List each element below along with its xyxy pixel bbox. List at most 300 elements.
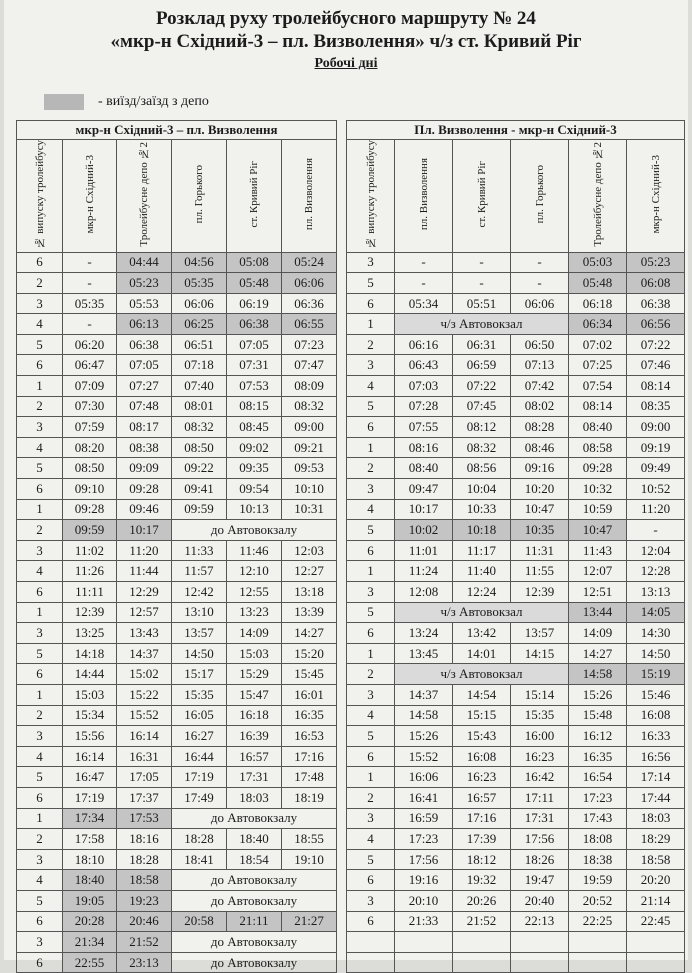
time-cell: 15:52: [395, 746, 453, 767]
time-cell: 16:00: [511, 726, 569, 747]
release-number-cell: 5: [347, 396, 395, 417]
time-cell: 14:50: [172, 643, 227, 664]
time-cell: [569, 932, 627, 953]
table-row: [347, 623, 685, 644]
time-cell: 10:52: [627, 479, 685, 500]
time-cell: 09:35: [227, 458, 282, 479]
release-number-cell: 4: [347, 829, 395, 850]
time-cell: 15:47: [227, 684, 282, 705]
time-cell: 08:16: [395, 437, 453, 458]
time-cell: 10:47: [511, 499, 569, 520]
table-row: [347, 705, 685, 726]
time-cell: 21:14: [627, 890, 685, 911]
time-cell: 09:16: [511, 458, 569, 479]
time-cell: 20:26: [453, 890, 511, 911]
time-cell: 17:34: [63, 808, 117, 829]
time-cell: 15:17: [172, 664, 227, 685]
time-cell: [511, 952, 569, 973]
release-number-cell: 5: [17, 458, 63, 479]
release-number-cell: 3: [347, 582, 395, 603]
time-cell: 07:22: [627, 334, 685, 355]
time-cell: 10:02: [395, 520, 453, 541]
time-cell: 06:51: [172, 334, 227, 355]
release-number-cell: 6: [17, 787, 63, 808]
time-cell: 16:23: [453, 767, 511, 788]
time-cell: 05:23: [627, 252, 685, 273]
table-row: [17, 540, 337, 561]
time-cell: 16:56: [627, 746, 685, 767]
release-number-cell: 4: [17, 746, 63, 767]
time-cell: 18:40: [63, 870, 117, 891]
time-cell: 08:50: [63, 458, 117, 479]
route-subtitle: «мкр-н Східний-3 – пл. Визволення» ч/з ст. Кривий Ріг: [110, 31, 582, 52]
release-number-cell: 3: [17, 726, 63, 747]
time-cell: 17:37: [117, 787, 172, 808]
time-cell: 07:22: [453, 376, 511, 397]
table-row: [17, 808, 337, 829]
time-cell: 08:14: [627, 376, 685, 397]
time-cell: 23:13: [117, 952, 172, 973]
time-cell: 06:19: [227, 293, 282, 314]
time-cell: -: [63, 252, 117, 273]
time-cell: 17:58: [63, 829, 117, 850]
column-header: [627, 140, 685, 253]
table-row: [17, 582, 337, 603]
time-cell: 08:32: [453, 437, 511, 458]
time-cell: 20:52: [569, 890, 627, 911]
time-cell: 18:10: [63, 849, 117, 870]
time-cell: 06:06: [511, 293, 569, 314]
time-cell: 11:20: [117, 540, 172, 561]
time-cell: 05:03: [569, 252, 627, 273]
time-cell: 18:16: [117, 829, 172, 850]
table-row: [17, 561, 337, 582]
column-header-label: мкр-н Східний-3: [649, 155, 662, 234]
time-cell: [395, 932, 453, 953]
time-cell: 09:28: [569, 458, 627, 479]
time-cell: 16:59: [395, 808, 453, 829]
table-row: [347, 396, 685, 417]
table-row: [17, 602, 337, 623]
time-cell: 16:14: [63, 746, 117, 767]
time-cell: 09:10: [63, 479, 117, 500]
release-number-cell: 2: [17, 520, 63, 541]
time-cell: 06:43: [395, 355, 453, 376]
table-row: [347, 273, 685, 294]
time-cell: 16:05: [172, 705, 227, 726]
time-cell: 17:44: [627, 787, 685, 808]
column-header: [569, 140, 627, 253]
time-cell: 19:32: [453, 870, 511, 891]
time-cell: 12:42: [172, 582, 227, 603]
time-cell: 07:59: [63, 417, 117, 438]
time-cell: 18:29: [627, 829, 685, 850]
time-cell: 14:18: [63, 643, 117, 664]
release-number-cell: 3: [17, 540, 63, 561]
table-row: [347, 849, 685, 870]
table-row: [17, 746, 337, 767]
time-cell: 07:09: [63, 376, 117, 397]
time-cell: 05:23: [117, 273, 172, 294]
column-header: [63, 140, 117, 253]
release-number-cell: 1: [347, 561, 395, 582]
time-cell: 12:04: [627, 540, 685, 561]
time-cell: 15:15: [453, 705, 511, 726]
release-number-cell: 4: [347, 499, 395, 520]
time-cell: 17:14: [627, 767, 685, 788]
table-row: [347, 334, 685, 355]
column-header-label: мкр-н Східний-3: [83, 155, 96, 234]
time-cell: 17:19: [63, 787, 117, 808]
time-cell: 06:06: [172, 293, 227, 314]
time-cell: 12:07: [569, 561, 627, 582]
time-cell: 21:52: [453, 911, 511, 932]
time-cell: -: [63, 273, 117, 294]
time-cell: 07:53: [227, 376, 282, 397]
page-title: Розклад руху тролейбусного маршруту № 24: [156, 8, 536, 29]
time-cell: 12:29: [117, 582, 172, 603]
release-number-cell: 3: [347, 479, 395, 500]
time-cell: 15:03: [63, 684, 117, 705]
time-cell: 12:55: [227, 582, 282, 603]
release-number-cell: 5: [347, 849, 395, 870]
time-cell: 15:35: [172, 684, 227, 705]
time-cell: 16:33: [627, 726, 685, 747]
table-row: [347, 540, 685, 561]
table-row: [17, 417, 337, 438]
release-number-cell: 2: [17, 396, 63, 417]
time-cell: 14:05: [627, 602, 685, 623]
table-row: [17, 664, 337, 685]
time-cell: 16:44: [172, 746, 227, 767]
table-row: [17, 787, 337, 808]
time-cell: 14:15: [511, 643, 569, 664]
time-cell: 07:28: [395, 396, 453, 417]
time-cell: 15:48: [569, 705, 627, 726]
table-row: [347, 870, 685, 891]
table-row: [347, 293, 685, 314]
time-cell: 16:35: [569, 746, 627, 767]
time-cell: 11:24: [395, 561, 453, 582]
table-row: [17, 396, 337, 417]
release-number-cell: 4: [17, 437, 63, 458]
time-cell: 19:16: [395, 870, 453, 891]
time-cell: 13:25: [63, 623, 117, 644]
time-cell: 09:53: [282, 458, 337, 479]
time-cell: [453, 952, 511, 973]
column-header-label: ст. Кривий Ріг: [248, 161, 260, 228]
time-cell: 16:57: [227, 746, 282, 767]
time-cell: 08:32: [172, 417, 227, 438]
time-cell: 10:18: [453, 520, 511, 541]
time-cell: 14:37: [395, 684, 453, 705]
time-cell: 13:13: [627, 582, 685, 603]
time-cell: [511, 932, 569, 953]
table-row: [17, 376, 337, 397]
column-header: [453, 140, 511, 253]
route-note-cell: до Автовокзалу: [172, 932, 337, 953]
time-cell: 07:05: [227, 334, 282, 355]
left-direction-table: [16, 120, 337, 973]
legend-swatch: [44, 94, 84, 110]
right-direction-table: [346, 120, 685, 973]
time-cell: 18:03: [227, 787, 282, 808]
time-cell: 16:23: [511, 746, 569, 767]
time-cell: 17:19: [172, 767, 227, 788]
column-header: [117, 140, 172, 253]
time-cell: 06:36: [282, 293, 337, 314]
time-cell: 11:31: [511, 540, 569, 561]
column-header: [172, 140, 227, 253]
time-cell: 18:58: [627, 849, 685, 870]
time-cell: 09:59: [63, 520, 117, 541]
time-cell: 05:35: [172, 273, 227, 294]
time-cell: 10:04: [453, 479, 511, 500]
table-row: [17, 334, 337, 355]
time-cell: 09:28: [117, 479, 172, 500]
time-cell: [569, 952, 627, 973]
time-cell: 14:50: [627, 643, 685, 664]
time-cell: 06:20: [63, 334, 117, 355]
time-cell: 09:59: [172, 499, 227, 520]
time-cell: 17:16: [453, 808, 511, 829]
table-row: [17, 273, 337, 294]
time-cell: 15:29: [227, 664, 282, 685]
release-number-cell: 1: [17, 499, 63, 520]
table-row: [17, 355, 337, 376]
time-cell: 16:53: [282, 726, 337, 747]
time-cell: 12:39: [63, 602, 117, 623]
time-cell: 07:47: [282, 355, 337, 376]
table-row: [17, 952, 337, 973]
legend: [44, 94, 209, 110]
time-cell: 08:14: [569, 396, 627, 417]
time-cell: 12:51: [569, 582, 627, 603]
release-number-cell: 5: [347, 273, 395, 294]
time-cell: 06:34: [569, 314, 627, 335]
time-cell: 05:53: [117, 293, 172, 314]
time-cell: 18:03: [627, 808, 685, 829]
time-cell: 15:26: [569, 684, 627, 705]
time-cell: 19:05: [63, 890, 117, 911]
time-cell: 18:40: [227, 829, 282, 850]
time-cell: 12:10: [227, 561, 282, 582]
time-cell: 15:14: [511, 684, 569, 705]
table-row: [17, 911, 337, 932]
time-cell: 20:58: [172, 911, 227, 932]
time-cell: 14:01: [453, 643, 511, 664]
table-row: [17, 849, 337, 870]
table-row: [347, 499, 685, 520]
time-cell: 18:26: [511, 849, 569, 870]
time-cell: 17:49: [172, 787, 227, 808]
route-note-cell: до Автовокзалу: [172, 890, 337, 911]
time-cell: 10:33: [453, 499, 511, 520]
time-cell: 19:59: [569, 870, 627, 891]
time-cell: 08:40: [395, 458, 453, 479]
table-row: [347, 787, 685, 808]
time-cell: 09:00: [282, 417, 337, 438]
table-row: [17, 932, 337, 953]
time-cell: 17:16: [282, 746, 337, 767]
table-row: [17, 520, 337, 541]
time-cell: 12:03: [282, 540, 337, 561]
release-number-cell: 2: [347, 664, 395, 685]
time-cell: 08:20: [63, 437, 117, 458]
release-number-cell: 4: [17, 561, 63, 582]
time-cell: 06:25: [172, 314, 227, 335]
release-number-cell: 5: [347, 726, 395, 747]
time-cell: 08:32: [282, 396, 337, 417]
column-header-label: пл. Горького: [533, 165, 546, 224]
time-cell: 15:46: [627, 684, 685, 705]
column-header-label: Тролейбусне депо №2: [591, 141, 604, 247]
time-cell: -: [627, 520, 685, 541]
time-cell: 08:17: [117, 417, 172, 438]
time-cell: 22:55: [63, 952, 117, 973]
time-cell: 14:27: [282, 623, 337, 644]
time-cell: 19:47: [511, 870, 569, 891]
time-cell: 14:58: [395, 705, 453, 726]
time-cell: 04:44: [117, 252, 172, 273]
time-cell: 04:56: [172, 252, 227, 273]
time-cell: 14:54: [453, 684, 511, 705]
time-cell: 21:11: [227, 911, 282, 932]
time-cell: 11:20: [627, 499, 685, 520]
time-cell: 06:13: [117, 314, 172, 335]
time-cell: 16:06: [395, 767, 453, 788]
time-cell: 16:57: [453, 787, 511, 808]
time-cell: 21:33: [395, 911, 453, 932]
time-cell: 11:43: [569, 540, 627, 561]
table-row: [347, 479, 685, 500]
time-cell: 08:09: [282, 376, 337, 397]
time-cell: 16:35: [282, 705, 337, 726]
time-cell: 12:28: [627, 561, 685, 582]
time-cell: [627, 932, 685, 953]
time-cell: 07:27: [117, 376, 172, 397]
time-cell: -: [453, 252, 511, 273]
time-cell: 12:27: [282, 561, 337, 582]
time-cell: 13:57: [172, 623, 227, 644]
table-row: [347, 829, 685, 850]
time-cell: 18:41: [172, 849, 227, 870]
time-cell: 18:38: [569, 849, 627, 870]
table-row: [347, 458, 685, 479]
table-row: [347, 314, 685, 335]
time-cell: 06:38: [627, 293, 685, 314]
column-header-label: ст. Кривий Ріг: [475, 161, 488, 228]
column-header: [347, 140, 395, 253]
time-cell: 13:39: [282, 602, 337, 623]
table-row: [347, 684, 685, 705]
time-cell: 08:01: [172, 396, 227, 417]
time-cell: 12:08: [395, 582, 453, 603]
release-number-cell: 3: [17, 623, 63, 644]
time-cell: 15:45: [282, 664, 337, 685]
time-cell: 13:43: [117, 623, 172, 644]
release-number-cell: 5: [347, 520, 395, 541]
time-cell: 17:56: [395, 849, 453, 870]
release-number-cell: [347, 952, 395, 973]
table-row: [347, 643, 685, 664]
time-cell: 08:12: [453, 417, 511, 438]
time-cell: 05:35: [63, 293, 117, 314]
time-cell: 06:50: [511, 334, 569, 355]
time-cell: 16:47: [63, 767, 117, 788]
time-cell: 14:37: [117, 643, 172, 664]
time-cell: 13:23: [227, 602, 282, 623]
time-cell: 06:16: [395, 334, 453, 355]
release-number-cell: 1: [347, 767, 395, 788]
time-cell: 07:30: [63, 396, 117, 417]
time-cell: 07:55: [395, 417, 453, 438]
time-cell: 15:52: [117, 705, 172, 726]
time-cell: 08:15: [227, 396, 282, 417]
time-cell: 14:30: [627, 623, 685, 644]
time-cell: 12:24: [453, 582, 511, 603]
time-cell: 17:23: [569, 787, 627, 808]
time-cell: 06:06: [282, 273, 337, 294]
time-cell: 10:35: [511, 520, 569, 541]
time-cell: 11:44: [117, 561, 172, 582]
release-number-cell: 3: [17, 293, 63, 314]
time-cell: 10:10: [282, 479, 337, 500]
time-cell: 16:18: [227, 705, 282, 726]
release-number-cell: 1: [347, 437, 395, 458]
release-number-cell: 5: [17, 334, 63, 355]
table-row: [347, 911, 685, 932]
time-cell: 07:42: [511, 376, 569, 397]
time-cell: 21:52: [117, 932, 172, 953]
time-cell: 07:45: [453, 396, 511, 417]
route-note-cell: ч/з Автовокзал: [395, 314, 569, 335]
time-cell: 07:25: [569, 355, 627, 376]
time-cell: 12:57: [117, 602, 172, 623]
table-row: [17, 684, 337, 705]
table-row: [347, 355, 685, 376]
table-row: [347, 746, 685, 767]
time-cell: 07:05: [117, 355, 172, 376]
time-cell: 10:17: [395, 499, 453, 520]
release-number-cell: 6: [17, 911, 63, 932]
table-row: [17, 499, 337, 520]
column-header: [282, 140, 337, 253]
time-cell: 08:28: [511, 417, 569, 438]
time-cell: 15:43: [453, 726, 511, 747]
time-cell: 08:02: [511, 396, 569, 417]
route-note-cell: ч/з Автовокзал: [395, 602, 569, 623]
time-cell: 10:59: [569, 499, 627, 520]
schedule-sheet: [4, 0, 688, 970]
release-number-cell: 5: [17, 643, 63, 664]
time-cell: 09:09: [117, 458, 172, 479]
time-cell: 11:11: [63, 582, 117, 603]
time-cell: 14:27: [569, 643, 627, 664]
table-row: [347, 417, 685, 438]
time-cell: 07:18: [172, 355, 227, 376]
table-row: [347, 520, 685, 541]
time-cell: 15:02: [117, 664, 172, 685]
time-cell: 12:39: [511, 582, 569, 603]
table-row: [347, 808, 685, 829]
release-number-cell: 6: [17, 355, 63, 376]
time-cell: 16:14: [117, 726, 172, 747]
release-number-cell: 2: [347, 787, 395, 808]
release-number-cell: 3: [347, 808, 395, 829]
time-cell: 07:03: [395, 376, 453, 397]
column-header-label: Тролейбусне депо №2: [138, 141, 150, 247]
